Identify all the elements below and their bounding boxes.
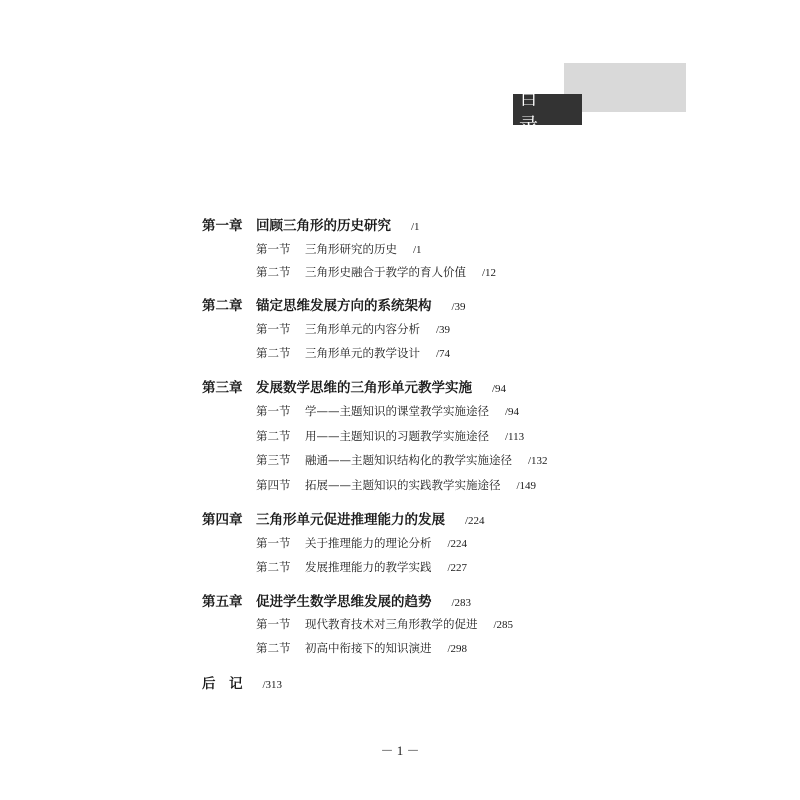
section-3-4[interactable] xyxy=(256,478,536,493)
section-3-3[interactable] xyxy=(256,453,548,468)
section-title: 初高中衔接下的知识演进 xyxy=(305,641,432,655)
section-page: /149 xyxy=(516,480,537,492)
section-title: 三角形研究的历史 xyxy=(305,242,397,256)
section-title: 三角形单元的内容分析 xyxy=(305,322,420,336)
chapter-page: /283 xyxy=(451,597,472,609)
section-page: /227 xyxy=(447,562,468,574)
chapter-5[interactable] xyxy=(202,594,471,611)
section-title: 三角形史融合于教学的育人价值 xyxy=(305,265,466,279)
section-number: 第二节 xyxy=(256,429,291,443)
toc-title: 目 录 xyxy=(513,94,582,125)
chapter-number: 第三章 xyxy=(202,380,243,396)
section-number: 第二节 xyxy=(256,560,291,574)
chapter-page: /1 xyxy=(411,221,420,233)
afterword-title: 后 记 xyxy=(202,676,243,692)
section-number: 第二节 xyxy=(256,641,291,655)
section-title: 拓展——主题知识的实践教学实施途径 xyxy=(305,478,501,492)
chapter-title: 发展数学思维的三角形单元教学实施 xyxy=(256,380,472,396)
section-title: 发展推理能力的教学实践 xyxy=(305,560,432,574)
chapter-title: 促进学生数学思维发展的趋势 xyxy=(256,594,432,610)
section-page: /39 xyxy=(436,324,451,336)
chapter-page: /94 xyxy=(492,383,507,395)
section-number: 第一节 xyxy=(256,617,291,631)
section-1-2[interactable] xyxy=(256,265,496,280)
section-2-2[interactable] xyxy=(256,346,450,361)
section-number: 第二节 xyxy=(256,265,291,279)
section-number: 第三节 xyxy=(256,453,291,467)
section-number: 第四节 xyxy=(256,478,291,492)
chapter-number: 第二章 xyxy=(202,298,243,314)
chapter-2[interactable] xyxy=(202,298,466,315)
section-number: 第一节 xyxy=(256,404,291,418)
section-page: /74 xyxy=(436,348,451,360)
afterword-page: /313 xyxy=(262,679,283,691)
section-number: 第二节 xyxy=(256,346,291,360)
section-5-2[interactable] xyxy=(256,641,467,656)
section-3-2[interactable] xyxy=(256,429,524,444)
section-page: /298 xyxy=(447,643,468,655)
section-page: /132 xyxy=(528,455,548,467)
section-2-1[interactable] xyxy=(256,322,450,337)
section-title: 学——主题知识的课堂教学实施途径 xyxy=(305,404,489,418)
section-1-1[interactable] xyxy=(256,242,422,257)
section-title: 融通——主题知识结构化的教学实施途径 xyxy=(305,453,512,467)
chapter-1[interactable] xyxy=(202,218,420,235)
section-3-1[interactable] xyxy=(256,404,519,419)
chapter-title: 锚定思维发展方向的系统架构 xyxy=(256,298,432,314)
section-title: 关于推理能力的理论分析 xyxy=(305,536,432,550)
section-page: /224 xyxy=(447,538,468,550)
chapter-page: /39 xyxy=(451,301,466,313)
chapter-3[interactable] xyxy=(202,380,506,397)
section-number: 第一节 xyxy=(256,242,291,256)
chapter-number: 第四章 xyxy=(202,512,243,528)
section-page: /1 xyxy=(413,244,422,256)
afterword[interactable] xyxy=(202,676,282,693)
chapter-title: 回顾三角形的历史研究 xyxy=(256,218,391,234)
section-page: /285 xyxy=(493,619,514,631)
section-number: 第一节 xyxy=(256,322,291,336)
chapter-number: 第五章 xyxy=(202,594,243,610)
section-page: /113 xyxy=(505,431,525,443)
section-4-2[interactable] xyxy=(256,560,467,575)
section-title: 三角形单元的教学设计 xyxy=(305,346,420,360)
section-title: 现代教育技术对三角形教学的促进 xyxy=(305,617,478,631)
page-number: － 1 － xyxy=(380,743,420,758)
section-title: 用——主题知识的习题教学实施途径 xyxy=(305,429,489,443)
section-4-1[interactable] xyxy=(256,536,467,551)
section-5-1[interactable] xyxy=(256,617,513,632)
section-page: /12 xyxy=(482,267,497,279)
chapter-title: 三角形单元促进推理能力的发展 xyxy=(256,512,445,528)
chapter-4[interactable] xyxy=(202,512,485,529)
section-number: 第一节 xyxy=(256,536,291,550)
chapter-page: /224 xyxy=(465,515,485,527)
chapter-number: 第一章 xyxy=(202,218,243,234)
section-page: /94 xyxy=(505,406,520,418)
